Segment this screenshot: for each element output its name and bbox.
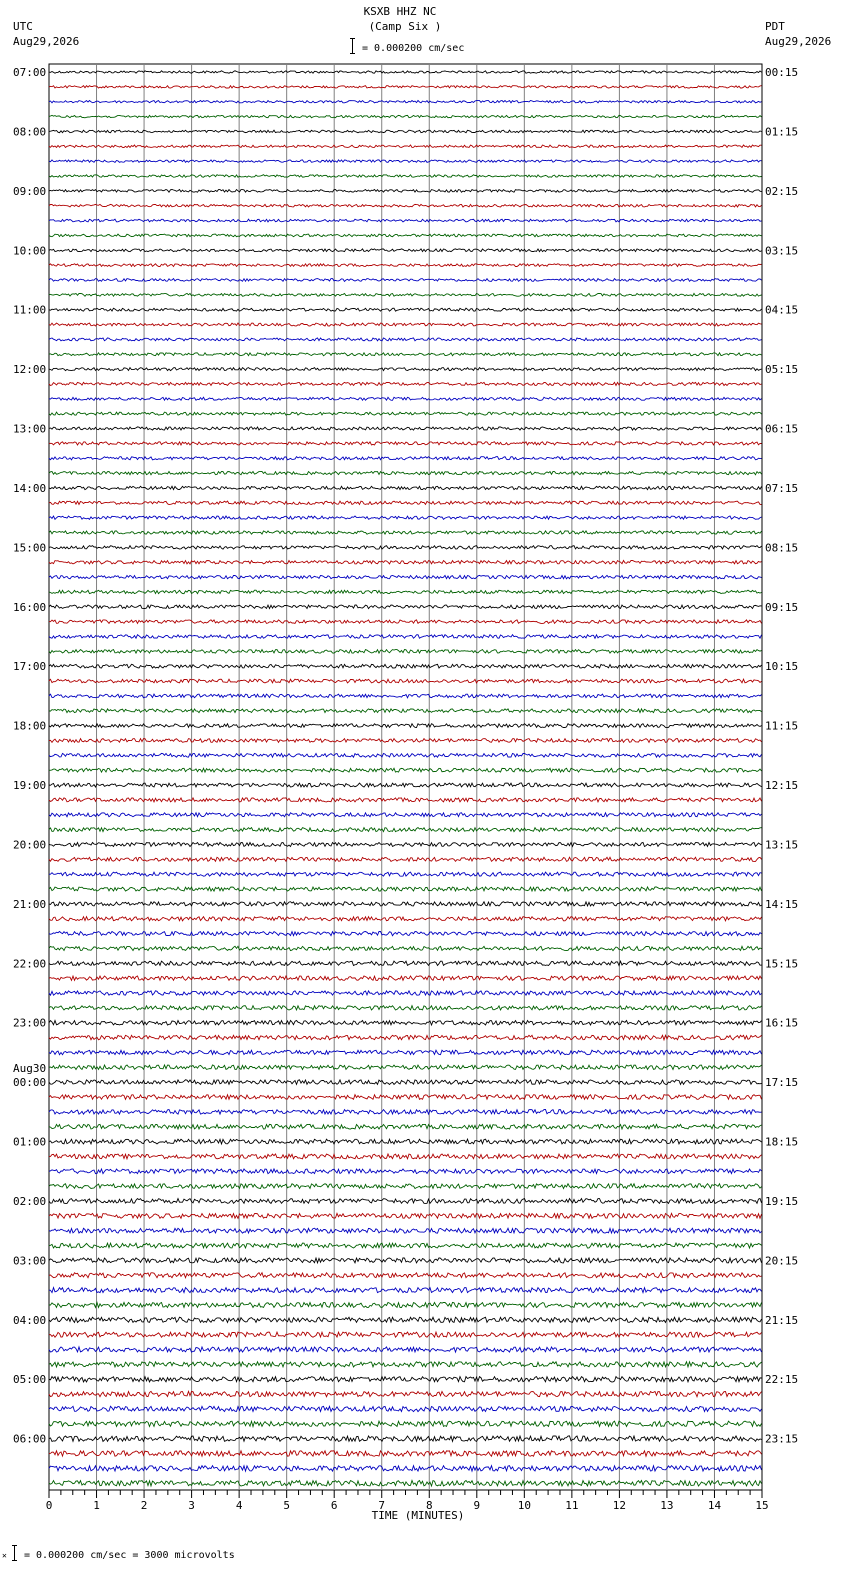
utc-hour-label: 18:00 bbox=[13, 719, 47, 733]
pdt-hour-label: 23:15 bbox=[765, 1432, 799, 1446]
trace-line bbox=[49, 1154, 762, 1159]
trace-line bbox=[49, 1391, 762, 1396]
trace-line bbox=[49, 1481, 762, 1487]
pdt-hour-label: 04:15 bbox=[765, 303, 799, 317]
pdt-hour-label: 22:15 bbox=[765, 1373, 799, 1387]
trace-line bbox=[49, 813, 762, 817]
utc-hour-label: 22:00 bbox=[13, 957, 47, 971]
utc-hour-label: 14:00 bbox=[13, 481, 47, 495]
trace-line bbox=[49, 397, 762, 400]
trace-line bbox=[49, 1139, 762, 1144]
utc-hour-label: 00:00 bbox=[13, 1076, 47, 1090]
trace-line bbox=[49, 857, 762, 861]
trace-line bbox=[49, 575, 762, 579]
trace-line bbox=[49, 472, 762, 475]
pdt-hour-label: 09:15 bbox=[765, 600, 799, 614]
x-tick-label: 10 bbox=[517, 1499, 531, 1512]
trace-line bbox=[49, 1347, 762, 1352]
trace-line bbox=[49, 175, 762, 178]
trace-line bbox=[49, 190, 762, 193]
trace-line bbox=[49, 1184, 762, 1189]
utc-date: Aug29,2026 bbox=[13, 35, 80, 48]
trace-line bbox=[49, 323, 762, 326]
pdt-hour-label: 19:15 bbox=[765, 1194, 799, 1208]
trace-line bbox=[49, 902, 762, 906]
pdt-hour-label: 02:15 bbox=[765, 184, 799, 198]
x-tick-label: 6 bbox=[330, 1499, 338, 1512]
trace-line bbox=[49, 1065, 762, 1070]
pdt-hour-label: 00:15 bbox=[765, 66, 799, 79]
trace-line bbox=[49, 486, 762, 489]
utc-hour-label: 13:00 bbox=[13, 422, 47, 436]
pdt-label: PDT bbox=[765, 20, 785, 33]
pdt-hour-label: 10:15 bbox=[765, 660, 799, 674]
x-tick-label: 0 bbox=[45, 1499, 53, 1512]
utc-hour-label: 20:00 bbox=[13, 838, 47, 852]
trace-line bbox=[49, 828, 762, 832]
trace-line bbox=[49, 115, 762, 117]
utc-hour-label: 12:00 bbox=[13, 363, 47, 377]
pdt-hour-label: 16:15 bbox=[765, 1016, 799, 1030]
trace-line bbox=[49, 1466, 762, 1471]
trace-line bbox=[49, 501, 762, 504]
footer-scale-text: = 0.000200 cm/sec = 3000 microvolts bbox=[24, 1550, 235, 1561]
x-axis-label: TIME (MINUTES) bbox=[371, 1509, 465, 1522]
trace-line bbox=[49, 872, 762, 876]
utc-hour-label: 21:00 bbox=[13, 897, 47, 911]
trace-line bbox=[49, 1199, 762, 1204]
utc-hour-label: 05:00 bbox=[13, 1373, 47, 1387]
pdt-hour-label: 14:15 bbox=[765, 897, 799, 911]
trace-line bbox=[49, 1213, 762, 1218]
x-tick-label: 1 bbox=[93, 1499, 100, 1512]
trace-line bbox=[49, 1006, 762, 1010]
scale-text: = 0.000200 cm/sec bbox=[362, 43, 465, 54]
trace-line bbox=[49, 724, 762, 728]
x-tick-label: 12 bbox=[612, 1499, 627, 1512]
x-tick-label: 15 bbox=[755, 1499, 769, 1512]
trace-line bbox=[49, 1095, 762, 1100]
utc-hour-label: 03:00 bbox=[13, 1254, 47, 1268]
utc-hour-label: 09:00 bbox=[13, 184, 47, 198]
trace-line bbox=[49, 546, 762, 550]
trace-line bbox=[49, 917, 762, 921]
trace-line bbox=[49, 783, 762, 787]
trace-line bbox=[49, 1243, 762, 1248]
pdt-hour-label: 12:15 bbox=[765, 779, 799, 793]
trace-line bbox=[49, 204, 762, 207]
utc-hour-label: 04:00 bbox=[13, 1313, 47, 1327]
trace-line bbox=[49, 264, 762, 267]
trace-line bbox=[49, 664, 762, 668]
trace-line bbox=[49, 1302, 762, 1307]
x-tick-label: 13 bbox=[660, 1499, 674, 1512]
x-tick-label: 7 bbox=[378, 1499, 386, 1512]
trace-line bbox=[49, 145, 762, 148]
x-tick-label: 4 bbox=[235, 1499, 243, 1512]
utc-hour-label: 01:00 bbox=[13, 1135, 47, 1149]
trace-line bbox=[49, 1080, 762, 1085]
trace-line bbox=[49, 620, 762, 624]
station-title: KSXB HHZ NC bbox=[363, 5, 437, 18]
x-tick-label: 8 bbox=[425, 1499, 433, 1512]
trace-line bbox=[49, 679, 762, 683]
trace-line bbox=[49, 249, 762, 252]
utc-hour-label: 02:00 bbox=[13, 1194, 47, 1208]
trace-line bbox=[49, 427, 762, 430]
trace-line bbox=[49, 1362, 762, 1367]
pdt-hour-label: 17:15 bbox=[765, 1076, 799, 1090]
pdt-hour-label: 08:15 bbox=[765, 541, 799, 555]
pdt-hour-label: 11:15 bbox=[765, 719, 799, 733]
trace-line bbox=[49, 1436, 762, 1442]
trace-line bbox=[49, 1169, 762, 1174]
x-tick-label: 14 bbox=[707, 1499, 722, 1512]
trace-line bbox=[49, 1050, 762, 1055]
trace-line bbox=[49, 531, 762, 534]
pdt-hour-label: 13:15 bbox=[765, 838, 799, 852]
utc-label: UTC bbox=[13, 20, 33, 33]
trace-line bbox=[49, 86, 762, 88]
trace-line bbox=[49, 382, 762, 385]
trace-line bbox=[49, 457, 762, 460]
utc-hour-label: 11:00 bbox=[13, 303, 47, 317]
trace-line bbox=[49, 976, 762, 980]
trace-line bbox=[49, 635, 762, 639]
x-tick-label: 3 bbox=[188, 1499, 195, 1512]
x-tick-label: 9 bbox=[473, 1499, 481, 1512]
trace-line bbox=[49, 516, 762, 519]
date-change-label: Aug30 bbox=[13, 1062, 47, 1076]
pdt-hour-label: 20:15 bbox=[765, 1254, 799, 1268]
pdt-hour-label: 21:15 bbox=[765, 1313, 799, 1327]
trace-line bbox=[49, 709, 762, 713]
x-tick-label: 5 bbox=[283, 1499, 290, 1512]
trace-line bbox=[49, 160, 762, 163]
utc-hour-label: 15:00 bbox=[13, 541, 47, 555]
trace-line bbox=[49, 1421, 762, 1426]
pdt-hour-label: 15:15 bbox=[765, 957, 799, 971]
trace-line bbox=[49, 842, 762, 846]
utc-hour-label: 17:00 bbox=[13, 660, 47, 674]
trace-line bbox=[49, 590, 762, 593]
trace-line bbox=[49, 279, 762, 282]
utc-hour-label: 16:00 bbox=[13, 600, 47, 614]
footer-scale-bar-icon bbox=[14, 1545, 15, 1561]
trace-line bbox=[49, 946, 762, 950]
pdt-date: Aug29,2026 bbox=[765, 35, 832, 48]
utc-hour-label: 06:00 bbox=[13, 1432, 47, 1446]
trace-line bbox=[49, 412, 762, 415]
utc-hour-label: 19:00 bbox=[13, 779, 47, 793]
trace-line bbox=[49, 991, 762, 995]
trace-line bbox=[49, 739, 762, 743]
site-name: (Camp Six ) bbox=[368, 20, 442, 33]
utc-hour-label: 08:00 bbox=[13, 125, 47, 139]
trace-line bbox=[49, 219, 762, 222]
trace-line bbox=[49, 694, 762, 698]
pdt-hour-label: 01:15 bbox=[765, 125, 799, 139]
trace-line bbox=[49, 1317, 762, 1322]
trace-line bbox=[49, 1124, 762, 1129]
trace-line bbox=[49, 1228, 762, 1233]
trace-line bbox=[49, 1258, 762, 1263]
trace-line bbox=[49, 1035, 762, 1040]
utc-hour-label: 23:00 bbox=[13, 1016, 47, 1030]
trace-line bbox=[49, 293, 762, 296]
pdt-hour-label: 06:15 bbox=[765, 422, 799, 436]
trace-line bbox=[49, 1288, 762, 1293]
x-tick-label: 11 bbox=[565, 1499, 579, 1512]
pdt-hour-label: 05:15 bbox=[765, 363, 799, 377]
trace-line bbox=[49, 1273, 762, 1278]
x-tick-label: 2 bbox=[140, 1499, 148, 1512]
pdt-hour-label: 07:15 bbox=[765, 481, 799, 495]
trace-line bbox=[49, 338, 762, 341]
pdt-hour-label: 03:15 bbox=[765, 244, 799, 258]
footer-marker: ✕ bbox=[2, 1551, 7, 1560]
pdt-hour-label: 18:15 bbox=[765, 1135, 799, 1149]
trace-line bbox=[49, 1377, 762, 1382]
trace-line bbox=[49, 1021, 762, 1026]
trace-line bbox=[49, 101, 762, 103]
trace-line bbox=[49, 1451, 762, 1456]
utc-hour-label: 10:00 bbox=[13, 244, 47, 258]
utc-hour-label: 07:00 bbox=[13, 66, 47, 79]
trace-line bbox=[49, 798, 762, 802]
trace-line bbox=[49, 234, 762, 237]
trace-line bbox=[49, 887, 762, 891]
trace-line bbox=[49, 932, 762, 936]
trace-line bbox=[49, 961, 762, 965]
trace-line bbox=[49, 768, 762, 772]
trace-line bbox=[49, 1406, 762, 1411]
trace-line bbox=[49, 71, 762, 73]
trace-line bbox=[49, 353, 762, 356]
trace-line bbox=[49, 605, 762, 609]
trace-line bbox=[49, 308, 762, 311]
trace-line bbox=[49, 1332, 762, 1337]
trace-line bbox=[49, 753, 762, 757]
trace-line bbox=[49, 368, 762, 371]
trace-line bbox=[49, 130, 762, 133]
trace-line bbox=[49, 442, 762, 445]
trace-line bbox=[49, 561, 762, 564]
trace-line bbox=[49, 1110, 762, 1115]
trace-line bbox=[49, 650, 762, 654]
